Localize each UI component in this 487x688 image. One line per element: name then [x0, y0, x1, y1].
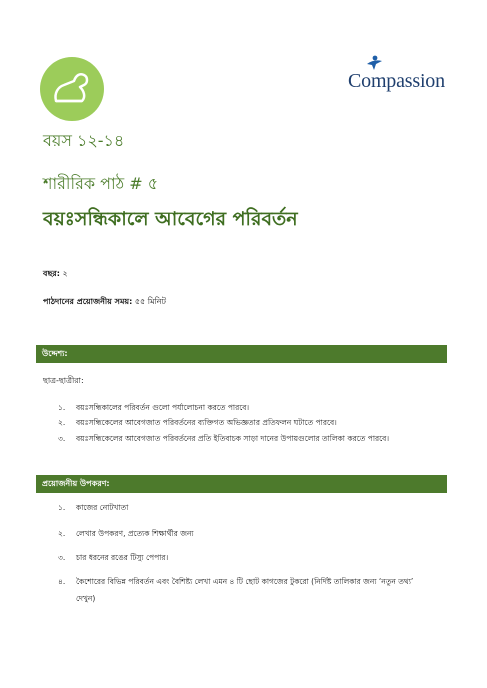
objective-item — [58, 418, 337, 430]
lesson-number: শারীরিক পাঠ # ৫ — [43, 174, 159, 193]
item-number: ৩. — [58, 553, 66, 562]
item-number: ৪. — [58, 577, 66, 586]
year-label: বছর: — [43, 269, 60, 278]
objectives-intro: ছাত্র-ছাত্রীরা: — [43, 376, 84, 385]
time-row — [43, 296, 166, 309]
year-row — [43, 268, 68, 281]
item-text: কৈশোরের বিভিন্ন পরিবর্তন এবং বৈশিষ্ট্য লেখা এমন ৪ টি ছোট কাগজের টুকরো (নির্দিষ্ট তালিকার জন্য ‘নতুন তথ্য’ — [76, 577, 414, 586]
item-number: ২. — [58, 529, 66, 538]
item-text: বয়ঃসন্ধিকেলের আবেগজাত পরিবর্তনের প্রতি ইতিবাচক সাড়া দানের উপায়গুলোর তালিকা করতে পারবে। — [76, 434, 389, 443]
time-label: পাঠদানের প্রয়োজনীয় সময়: — [43, 297, 133, 306]
objectives-heading: উদ্দেশ্য: — [36, 345, 447, 363]
item-text: লেখার উপকরণ, প্রত্যেক শিক্ষার্থীর জন্য — [76, 529, 194, 538]
material-item-continuation: দেখুন) — [76, 594, 96, 603]
time-value: ৫৫ মিনিট — [132, 297, 166, 306]
item-number: ১. — [58, 403, 66, 412]
year-value: ২ — [59, 269, 68, 278]
page-title: বয়ঃসন্ধিকালে আবেগের পরিবর্তন — [43, 208, 298, 230]
objective-item — [58, 434, 389, 446]
item-number: ১. — [58, 503, 66, 512]
material-item — [58, 577, 413, 589]
objective-item — [58, 403, 249, 415]
item-text: বয়ঃসন্ধিকেলের আবেগজাত পরিবর্তনের ব্যক্তিগত অভিজ্ঞতার প্রতিফলন ঘটাতে পারবে। — [76, 418, 337, 427]
item-number: ৩. — [58, 434, 66, 443]
flexed-arm-icon — [40, 57, 104, 121]
material-item — [58, 503, 128, 515]
item-text: চার ধরনের রঙের টিস্যু পেপার। — [76, 553, 169, 562]
material-item — [58, 529, 194, 541]
item-text: কাজের নোটখাতা — [76, 503, 129, 512]
compassion-logo — [345, 55, 449, 95]
brand-wordmark: Compassion — [348, 70, 445, 92]
material-item — [58, 553, 168, 565]
age-range: বয়স ১২-১৪ — [43, 131, 125, 150]
materials-heading: প্রয়োজনীয় উপকরণ: — [36, 475, 447, 493]
item-number: ২. — [58, 418, 66, 427]
compassion-figure-icon — [363, 55, 385, 71]
item-text: বয়ঃসন্ধিকালের পরিবর্তন গুলো পর্যালোচনা করতে পারবে। — [76, 403, 250, 412]
